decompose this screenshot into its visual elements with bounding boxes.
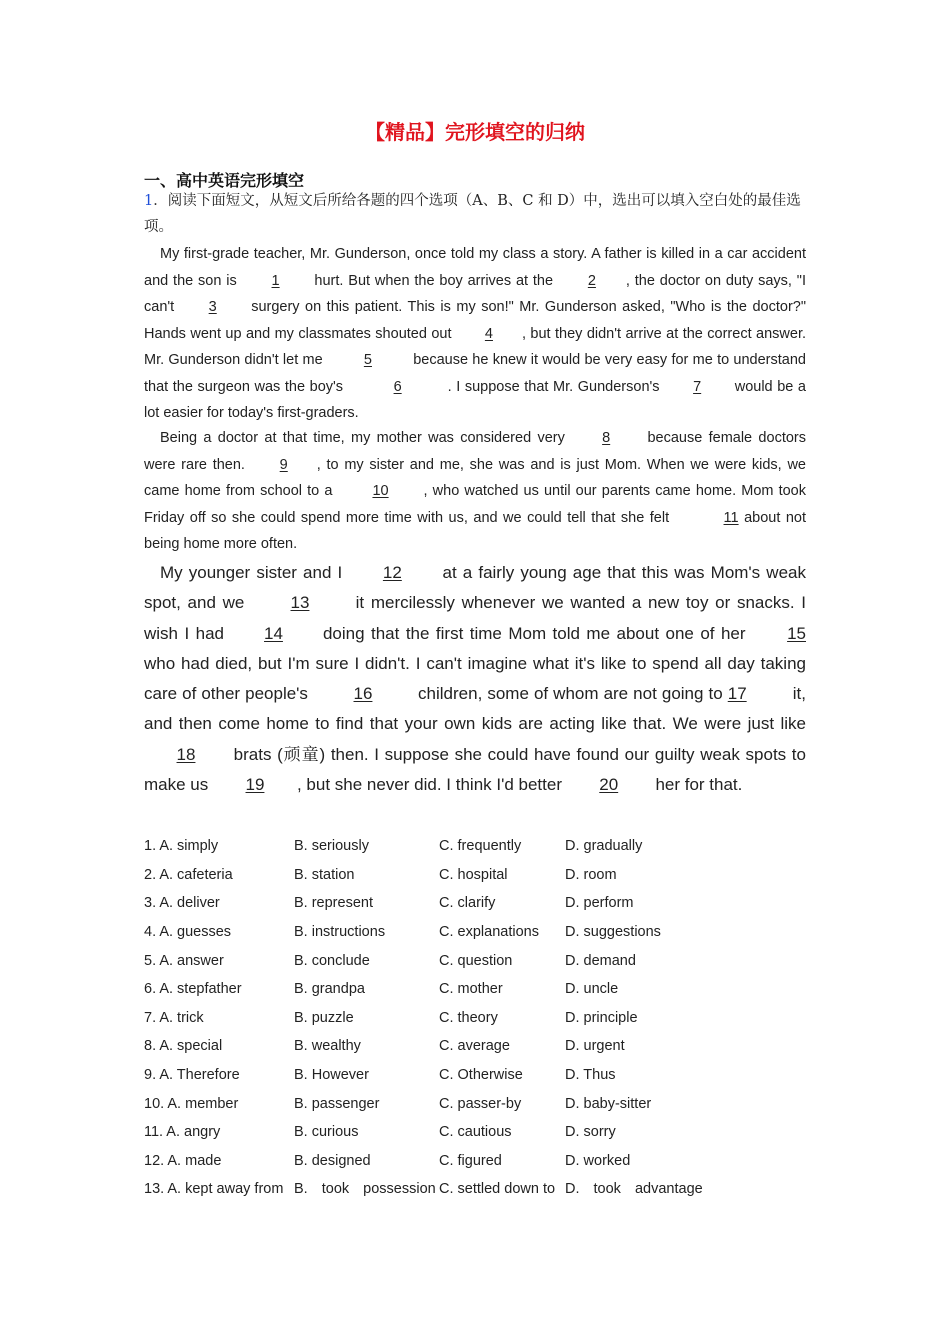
passage-text: who had died, but I'm sure I didn't. I can't imagine what it's like to spend all day taking care of other people's: [144, 653, 806, 704]
option-a: 3. A. deliver: [144, 895, 220, 912]
option-row-12: [144, 1147, 806, 1176]
option-c: C. average: [439, 1038, 510, 1055]
question-instruction: [144, 188, 806, 240]
option-c: C. settled down to: [439, 1181, 556, 1198]
passage-text: it mercilessly whenever we wanted a new toy or snacks. I wish I had: [144, 593, 806, 643]
option-b: B. took possession: [294, 1181, 436, 1198]
option-c: C. explanations: [439, 924, 539, 941]
passage-text: doing that the first time Mom told me about one of her: [316, 623, 752, 643]
option-b: B. station: [294, 866, 355, 883]
option-row-13: [144, 1175, 806, 1204]
option-b: B. curious: [294, 1124, 359, 1141]
passage-text: hurt. But when the boy arrives at the: [309, 272, 558, 289]
option-row-2: [144, 861, 806, 890]
option-d: D. urgent: [565, 1038, 625, 1055]
blank-13: 13: [290, 593, 310, 613]
passage-text: it, and then come home to find that your own kids are acting like that. We were just like: [144, 684, 807, 734]
option-a: 2. A. cafeteria: [144, 866, 233, 883]
option-a: 8. A. special: [144, 1038, 223, 1055]
blank-9: 9: [279, 456, 288, 473]
option-d: D. baby-sitter: [565, 1095, 652, 1112]
option-a: 7. A. trick: [144, 1009, 204, 1026]
blank-15: 15: [787, 623, 806, 643]
option-d: D. Thus: [565, 1067, 616, 1084]
option-d: D. took advantage: [565, 1181, 703, 1198]
option-a: 9. A. Therefore: [144, 1067, 240, 1084]
option-a: 5. A. answer: [144, 952, 224, 969]
option-d: D. suggestions: [565, 924, 661, 941]
option-d: D. gradually: [565, 838, 643, 855]
option-c: C. mother: [439, 981, 503, 998]
option-b: B. grandpa: [294, 981, 365, 998]
passage-text: , to my sister and me, she was and is just Mom. When we were kids, we came home from school to a: [144, 456, 806, 499]
option-d: D. perform: [565, 895, 634, 912]
passage-text: about not being home more often.: [144, 509, 806, 552]
question-number: 1: [144, 193, 154, 209]
option-c: C. clarify: [439, 895, 496, 912]
blank-19: 19: [245, 775, 265, 795]
option-c: C. question: [439, 952, 513, 969]
option-a: 1. A. simply: [144, 838, 219, 855]
option-d: D. worked: [565, 1152, 631, 1169]
blank-12: 12: [382, 563, 402, 582]
option-row-7: [144, 1004, 806, 1033]
passage-text: because female doctors were rare then.: [144, 430, 806, 473]
option-b: B. designed: [294, 1152, 371, 1169]
option-a: 12. A. made: [144, 1152, 222, 1169]
passage-text: , the doctor on duty says, "I can't: [144, 272, 806, 315]
passage-text: brats (顽童) then. I suppose she could have found our guilty weak spots to make us: [144, 744, 806, 795]
blank-14: 14: [264, 623, 283, 643]
passage-paragraph-2: [144, 425, 806, 558]
blank-6: 6: [393, 378, 402, 395]
blank-8: 8: [602, 430, 611, 446]
option-row-8: [144, 1032, 806, 1061]
passage-text: My first-grade teacher, Mr. Gunderson, once told my class a story. A father is killed in a car accident and the son is: [144, 246, 806, 289]
option-a: 11. A. angry: [144, 1124, 221, 1141]
option-b: B. conclude: [294, 952, 370, 969]
option-b: B. However: [294, 1067, 369, 1084]
passage-paragraph-3: [144, 558, 806, 800]
option-row-9: [144, 1061, 806, 1090]
passage-text: children, some of whom are not going to: [412, 684, 728, 704]
option-a: 6. A. stepfather: [144, 981, 242, 998]
option-c: C. hospital: [439, 866, 508, 883]
option-row-11: [144, 1118, 806, 1147]
option-c: C. cautious: [439, 1124, 512, 1141]
blank-16: 16: [353, 684, 373, 704]
section-heading: 一、高中英语完形填空: [144, 171, 305, 190]
option-d: D. room: [565, 866, 617, 883]
passage-text: My younger sister and I: [160, 563, 349, 582]
option-row-6: [144, 975, 806, 1004]
option-a: 10. A. member: [144, 1095, 239, 1112]
blank-20: 20: [599, 775, 619, 795]
option-c: C. Otherwise: [439, 1067, 523, 1084]
option-d: D. principle: [565, 1009, 638, 1026]
blank-11: 11: [723, 509, 739, 526]
instruction-text: ．阅读下面短文，从短文后所给各题的四个选项（A、B、C 和 D）中，选出可以填入空白处的最佳选项。: [144, 193, 801, 235]
blank-18: 18: [176, 744, 196, 764]
option-b: B. wealthy: [294, 1038, 361, 1055]
option-d: D. uncle: [565, 981, 619, 998]
page-title: 【精品】完形填空的归纳: [365, 120, 585, 144]
option-c: C. frequently: [439, 838, 522, 855]
option-a: 4. A. guesses: [144, 924, 232, 941]
options-list: [144, 832, 806, 1204]
option-b: B. instructions: [294, 924, 386, 941]
passage-text: , who watched us until our parents came home. Mom took Friday off so she could spend more time with us, and we could tell that she felt: [144, 483, 806, 526]
option-b: B. represent: [294, 895, 373, 912]
option-row-3: [144, 889, 806, 918]
blank-17: 17: [727, 684, 747, 704]
option-c: C. figured: [439, 1152, 502, 1169]
passage-text: at a fairly young age that this was Mom's weak spot, and we: [144, 563, 806, 613]
passage-text: because he knew it would be very easy for me to understand that the surgeon was the boy's: [144, 352, 806, 395]
blank-4: 4: [484, 325, 493, 342]
option-d: D. sorry: [565, 1124, 616, 1141]
blank-2: 2: [587, 272, 596, 289]
blank-10: 10: [372, 483, 389, 499]
blank-3: 3: [208, 299, 217, 315]
option-c: C. theory: [439, 1009, 498, 1026]
option-row-5: [144, 946, 806, 975]
passage-text: would be a lot easier for today's first-graders.: [144, 378, 806, 421]
option-d: D. demand: [565, 952, 636, 969]
option-row-10: [144, 1089, 806, 1118]
blank-1: 1: [271, 272, 280, 289]
passage-text: surgery on this patient. This is my son!" Mr. Gunderson asked, "Who is the doctor?" Hands went up and my classmates shouted out: [144, 299, 806, 342]
option-row-4: [144, 918, 806, 947]
option-a: 13. A. kept away from: [144, 1181, 284, 1198]
option-row-1: [144, 832, 806, 861]
passage-text: Being a doctor at that time, my mother was considered very: [160, 430, 572, 446]
option-b: B. passenger: [294, 1095, 380, 1112]
option-b: B. puzzle: [294, 1009, 354, 1026]
option-c: C. passer-by: [439, 1095, 522, 1112]
blank-5: 5: [363, 352, 372, 368]
passage-paragraph-1: [144, 241, 806, 427]
blank-7: 7: [693, 378, 702, 395]
passage-text: . I suppose that Mr. Gunderson's: [447, 378, 665, 395]
option-b: B. seriously: [294, 838, 369, 855]
passage-text: , but she never did. I think I'd better: [296, 775, 567, 795]
passage-text: , but they didn't arrive at the correct answer. Mr. Gunderson didn't let me: [144, 325, 806, 368]
passage-text: her for that.: [650, 775, 743, 795]
